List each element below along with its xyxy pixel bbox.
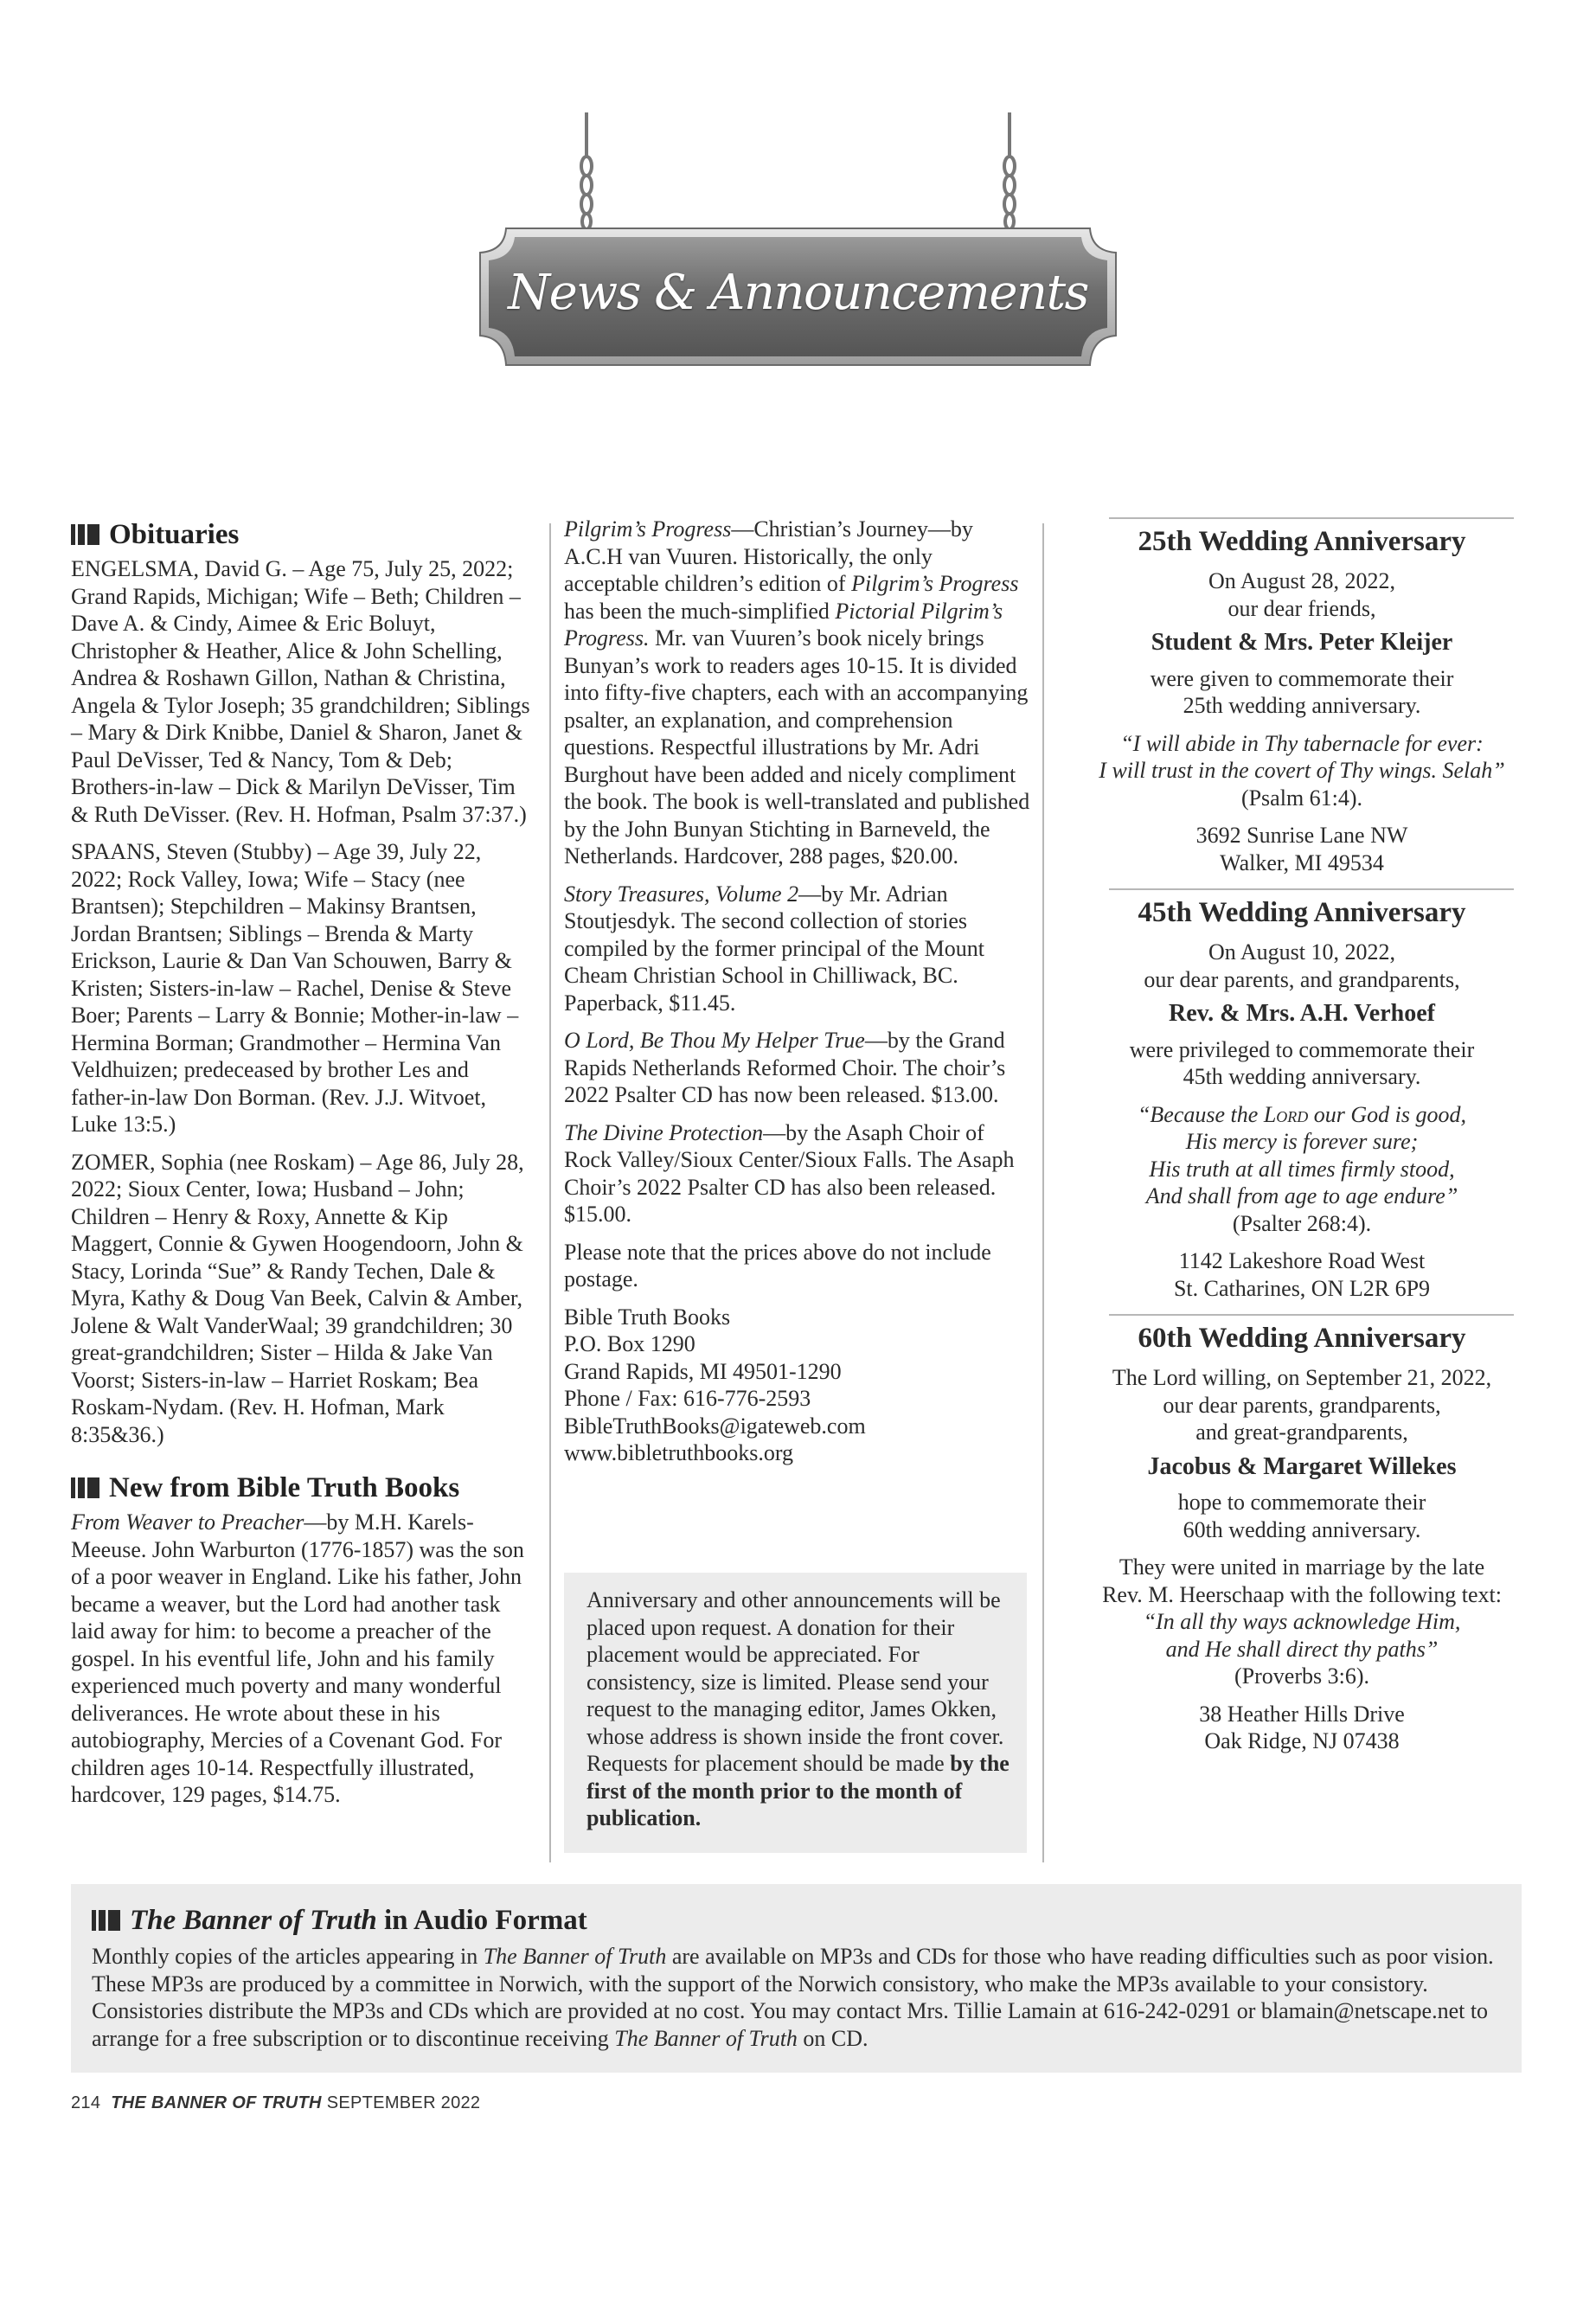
books-heading: New from Bible Truth Books [71, 1471, 534, 1505]
publisher-address: Bible Truth Books P.O. Box 1290 Grand Rapids, MI 49501-1290 Phone / Fax: 616-776-2593 BibleTruthBooks@igateweb.com www.bibletruthbooks.org [564, 1304, 1031, 1467]
column-divider [1042, 523, 1044, 1862]
cd-divine-protection: The Divine Protection—by the Asaph Choir of Rock Valley/Sioux Center/Sioux Falls. The Asaph Choir’s 2022 Psalter CD has also been released. $15.00. [564, 1119, 1015, 1227]
announcement-notice-box: Anniversary and other announcements will be placed upon request. A donation for their placement would be appreciated. For consistency, size is limited. Please send your request to the managing editor, James Okken, whose address is shown inside the front cover. Requests for placement should be made by the first of the month prior to the month of publication. [564, 1573, 1027, 1853]
obituary-zomer: ZOMER, Sophia (nee Roskam) – Age 86, July 28, 2022; Sioux Center, Iowa; Husband – John; Children – Henry & Roxy, Annette & Kip Maggert, Connie & Gywen Hoogendoorn, John & Stacy, Lorinda “Sue” & Randy Techen, Dale & Myra, Kathy & Doug Van Beek, Calvin & Amber, Jolene & Walt VanderWaal; 39 grandchildren; 30 great-grandchildren; Sister – Hilda & Jake Van Voorst; Sisters-in-law – Harriet Roskam; Bea Roskam-Nydam. (Rev. H. Hofman, Mark 8:35&36.) [71, 1149, 524, 1447]
section-bars-icon [71, 1477, 99, 1498]
column-middle [564, 517, 1031, 1467]
book-title: From Weaver to Preacher [71, 1509, 304, 1535]
audio-heading: The Banner of Truth in Audio Format [92, 1903, 1501, 1938]
obituaries-heading: Obituaries [71, 517, 534, 552]
book-description: —by M.H. Karels-Meeuse. John Warburton (1776-1857) was the son of a poor weaver in England. Like his father, John became a weaver, but the Lord had another task laid away for him: to become a preacher of the gospel. In his eventful life, John and his family experienced much poverty and many wonderful deliverances. He wrote about these in his autobiography, Mercies of a Covenant God. For children ages 10-14. Respectfully illustrated, hardcover, 129 pages, $14.75. [71, 1509, 524, 1807]
book-weaver-to-preacher [71, 1509, 534, 1809]
sign-title: News & Announcements [508, 264, 1088, 321]
book-story-treasures: Story Treasures, Volume 2—by Mr. Adrian Stoutjesdyk. The second collection of stories compiled by the former principal of the Mount Cheam Christian School in Chilliwack, BC. Paperback, $11.45. [564, 881, 984, 1016]
left-chain [581, 112, 592, 229]
audio-format-box [71, 1884, 1522, 2073]
magazine-name: THE BANNER OF TRUTH [111, 2093, 322, 2112]
book-pilgrims-progress: Pilgrim’s Progress—Christian’s Journey—by A.C.H van Vuuren. Historically, the only acceptable children’s edition of Pilgrim’s Progress has been the much-simplified Pictorial Pilgrim’s Progress. Mr. van Vuuren’s book nicely brings Bunyan’s work to readers ages 10-15. It is divided into fifty-five chapters, each with an accompanying psalter, an explanation, and comprehension questions. Respectful illustrations by Mr. Adri Burghout have been added and nicely compliment the book. The book is well-translated and published by the John Bunyan Stichting in Barneveld, the Netherlands. Hardcover, 288 pages, $20.00. [564, 516, 1030, 868]
right-chain [1004, 112, 1015, 229]
obituary-spaans: SPAANS, Steven (Stubby) – Age 39, July 22, 2022; Rock Valley, Iowa; Wife – Stacy (nee Brantsen); Stepchildren – Makinsy Brantsen, Jordan Brantsen; Siblings – Brenda & Marty Erickson, Laurie & Dan Van Schouwen, Barry & Kristen; Sisters-in-law – Rachel, Denise & Steve Boer; Parents – Larry & Bonnie; Mother-in-law – Hermina Borman; Grandmother – Hermina Van Veldhuizen; predeceased by brother Les and father-in-law Don Borman. (Rev. J.J. Witvoet, Luke 13:5.) [71, 839, 519, 1137]
publisher-email[interactable]: BibleTruthBooks@igateweb.com [564, 1413, 866, 1439]
obituary-engelsma: ENGELSMA, David G. – Age 75, July 25, 2022; Grand Rapids, Michigan; Wife – Beth; Children – Dave A. & Cindy, Aimee & Eric Boluyt, Christopher & Heather, Alice & John Schelling, Andrea & Roshawn Gillon, Nathan & Christina, Angela & Tylor Joseph; 35 grandchildren; Siblings – Mary & Dirk Knibbe, Daniel & Sharon, Janet & Paul DeVisser, Ted & Nancy, Tom & Deb; Brothers-in-law – Dick & Marilyn DeVisser, Tim & Ruth DeVisser. (Rev. H. Hofman, Psalm 37:37.) [71, 556, 530, 827]
divider [1109, 1314, 1514, 1316]
page-number: 214 [71, 2093, 101, 2112]
audio-text: Monthly copies of the articles appearing in The Banner of Truth are available on MP3s and CDs for those who have reading difficulties such as poor vision. These MP3s are produced by a committee in Norwich, with the support of the Norwich consistory, who make the MP3s available to your consistory. Consistories distribute the MP3s and CDs which are provided at no cost. You may contact Mrs. Tillie Lamain at 616-242-0291 or blamain@netscape.net to arrange for a free subscription or to discontinue receiving The Banner of Truth on CD. [92, 1944, 1494, 2051]
section-bars-icon [71, 524, 99, 545]
postage-note: Please note that the prices above do not include postage. [564, 1239, 991, 1292]
divider [1109, 888, 1514, 890]
page-footer [71, 2093, 480, 2113]
issue-date: SEPTEMBER 2022 [326, 2093, 481, 2112]
column-divider [549, 523, 551, 1862]
anniversary-60th: 60th Wedding Anniversary The Lord willing, on September 21, 2022, our dear parents, grandparents, and great-grandparents, Jacobus & Margaret Willekes hope to commemorate their 60th wedding anniversary. They were united in marriage by the late Rev. M. Heerschaap with the following text: “In all thy ways acknowledge Him, and He shall direct thy paths” (Proverbs 3:6). 38 Heather Hills Drive Oak Ridge, NJ 07438 [1102, 1323, 1502, 1753]
anniversary-45th: 45th Wedding Anniversary On August 10, 2022, our dear parents, and grandparents, Rev. & Mrs. A.H. Verhoef were privileged to commemorate their 45th wedding anniversary. “Because the Lord our God is good, His mercy is forever sure; His truth at all times firmly stood, And shall from age to age endure” (Psalter 268:4). 1142 Lakeshore Road West St. Catharines, ON L2R 6P9 [1129, 897, 1475, 1301]
anniversary-25th: 25th Wedding Anniversary On August 28, 2022, our dear friends, Student & Mrs. Peter Kleijer were given to commemorate their 25th wedding anniversary. “I will abide in Thy tabernacle for ever: I will trust in the covert of Thy wings. Selah” (Psalm 61:4). 3692 Sunrise Lane NW Walker, MI 49534 [1099, 526, 1505, 875]
hanging-sign-graphic [471, 112, 1125, 372]
cd-o-lord: O Lord, Be Thou My Helper True—by the Grand Rapids Netherlands Reformed Choir. The choir’s 2022 Psalter CD has now been released. $13.00. [564, 1028, 1006, 1107]
divider [1109, 517, 1514, 519]
publisher-website[interactable]: www.bibletruthbooks.org [564, 1440, 794, 1465]
section-bars-icon [92, 1910, 120, 1931]
column-right [1073, 517, 1531, 1755]
column-left [71, 517, 534, 1809]
news-announcements-sign [471, 112, 1125, 372]
